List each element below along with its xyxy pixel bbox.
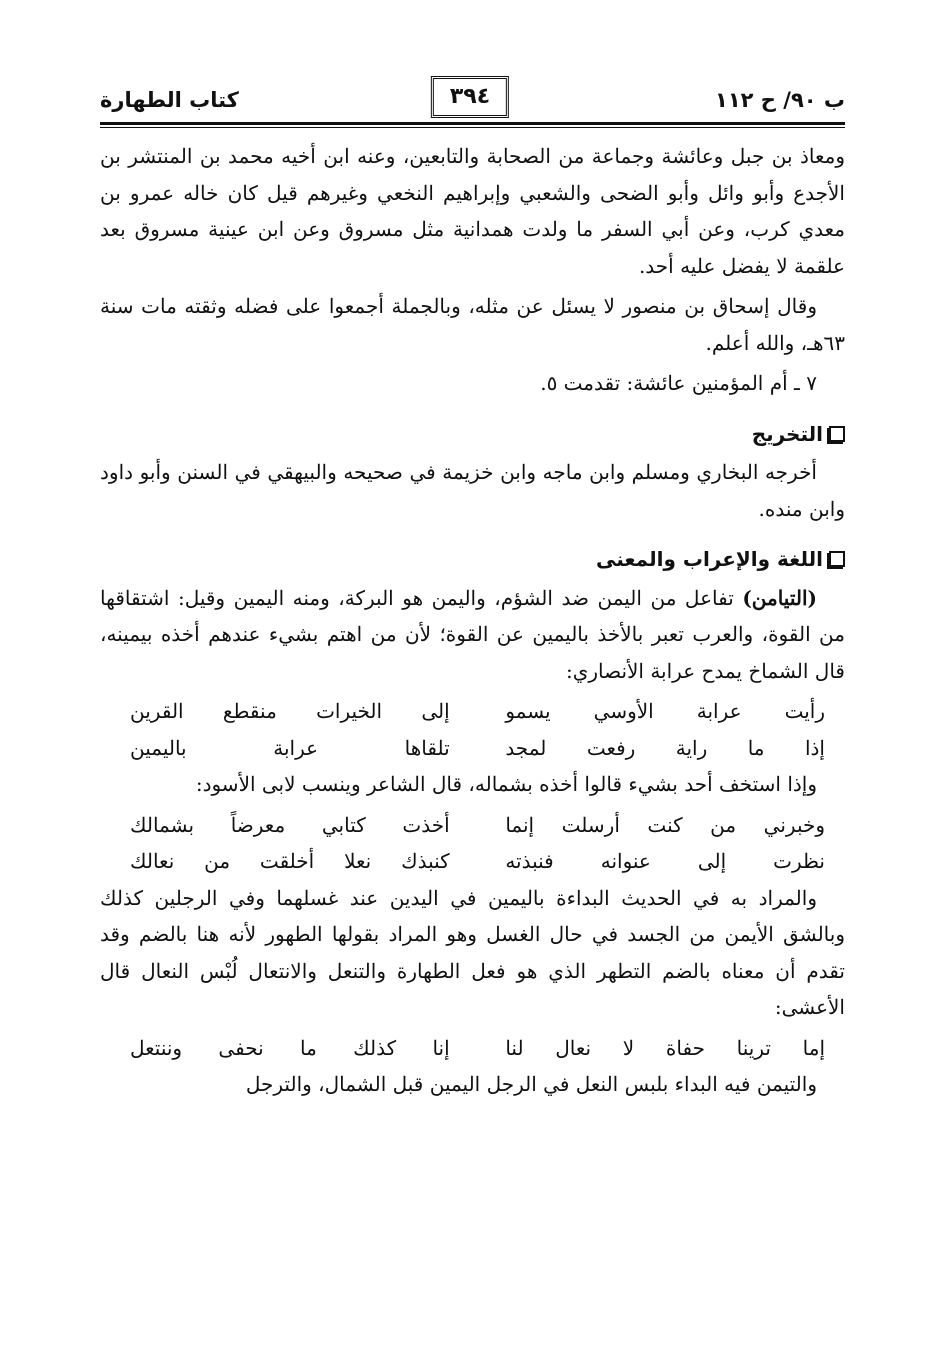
verse-hemistich: إذا ما راية رفعت لمجد: [505, 735, 825, 760]
takhrij-heading: التخريج: [751, 421, 823, 446]
page-number: ٣٩٤: [431, 76, 509, 118]
verse-hemistich: وخبرني من كنت أرسلت إنما: [505, 812, 825, 837]
checkbox-square-icon: [829, 551, 845, 567]
verse-hemistich: أخذت كتابي معرضاً بشمالك: [130, 812, 450, 837]
lugha-paragraph-1: [100, 580, 845, 690]
section-heading-lugha: [100, 541, 845, 578]
checkbox-square-icon: [829, 426, 845, 442]
header-book-title: كتاب الطهارة: [100, 88, 239, 112]
verse-line: [130, 807, 825, 844]
verse-hemistich: نظرت إلى عنوانه فنبذته: [505, 849, 825, 873]
verse-hemistich: رأيت عرابة الأوسي يسمو: [505, 699, 825, 723]
lugha-paragraph-3: والمراد به في الحديث البداءة باليمين في اليدين عند غسلهما وفي الرجلين كذلك وبالشق الأيمن من الجسد في حال الغسل وهو المراد بقولها الطهور لأنه هنا بالضم وقد تقدم أن معناه بالضم التطهر الذي هو فعل الطهارة والتنعل والانتعال لُبْس النعال قال الأعشى:: [100, 885, 845, 1019]
intro-paragraph-1: ومعاذ بن جبل وعائشة وجماعة من الصحابة والتابعين، وعنه ابن أخيه محمد بن المنتشر بن الأجدع وأبو وائل وأبو الضحى والشعبي وإبراهيم النخعي وغيرهم قيل كان خاله عمرو بن معدي كرب، وعن أبي السفر ما ولدت همدانية مثل مسروق وعن ابن عينية مسروق بعد علقمة لا يفضل عليه أحد.: [100, 144, 845, 278]
verse-hemistich: تلقاها عرابة باليمين: [130, 735, 450, 760]
lugha-paragraph-4: والتيمن فيه البداء بلبس النعل في الرجل اليمين قبل الشمال، والترجل: [245, 1072, 817, 1096]
section-heading-takhrij: [100, 416, 845, 453]
intro-paragraph-3: ٧ ـ أم المؤمنين عائشة: تقدمت ٥.: [540, 371, 817, 395]
header-rule-thin: [100, 127, 845, 128]
intro-paragraph-2: وقال إسحاق بن منصور لا يسئل عن مثله، وبالجملة أجمعوا على فضله وثقته مات سنة ٦٣هـ، والله أعلم.: [100, 294, 845, 355]
page-body: [100, 138, 845, 1107]
page-number-frame: [431, 76, 509, 118]
lugha-paragraph-1-text: تفاعل من اليمن ضد الشؤم، واليمن هو البركة، ومنه اليمين وقيل: اشتقاقها من القوة، والعرب تعبر بالأخذ باليمين عن القوة؛ لأن من اهتم بشيء عندهم أخذه بيمينه، قال الشماخ يمدح عرابة الأنصاري:: [100, 585, 845, 683]
header-rule: [100, 122, 845, 125]
lugha-heading: اللغة والإعراب والمعنى: [595, 547, 823, 571]
verse-hemistich: كنبذك نعلا أخلقت من نعالك: [130, 849, 450, 873]
verse-hemistich: إنا كذلك ما نحفى وننتعل: [130, 1035, 450, 1060]
lugha-paragraph-2: وإذا استخف أحد بشيء قالوا أخذه بشماله، قال الشاعر وينسب لابى الأسود:: [195, 772, 817, 796]
verse-line: [130, 730, 825, 767]
verse-hemistich: إلى الخيرات منقطع القرين: [130, 699, 450, 723]
lugha-term: (التيامن): [742, 585, 817, 610]
verse-hemistich: إما ترينا حفاة لا نعال لنا: [505, 1035, 825, 1060]
verse-line: [130, 1030, 825, 1067]
verse-line: [130, 693, 825, 730]
takhrij-text: أخرجه البخاري ومسلم وابن ماجه وابن خزيمة في صحيحه والبيهقي في السنن وأبو داود وابن منده.: [100, 460, 845, 521]
header-reference: ب ٩٠/ ح ١١٢: [715, 88, 845, 112]
verse-line: [130, 843, 825, 880]
